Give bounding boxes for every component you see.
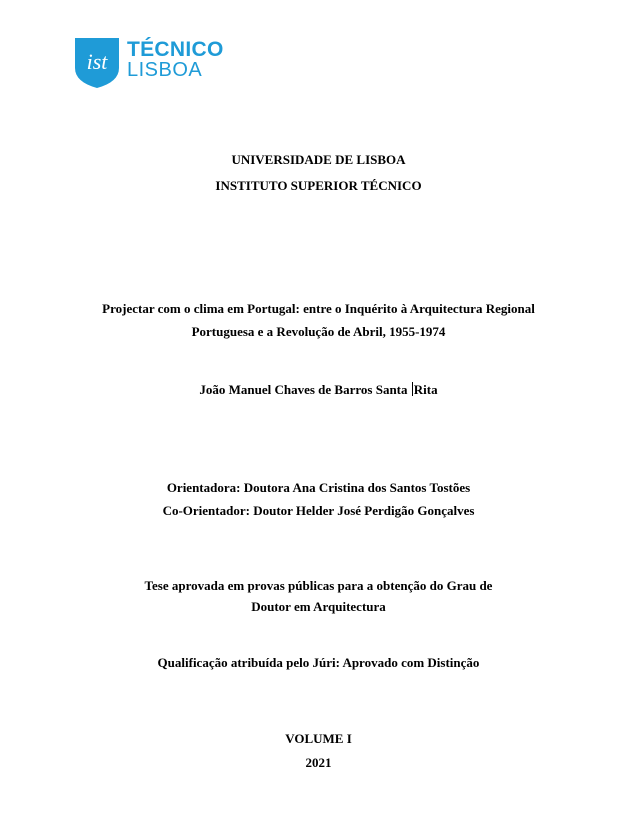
supervisor-line: Orientadora: Doutora Ana Cristina dos Santos Tostões <box>166 480 471 495</box>
thesis-statement-line-1: Tese aprovada em provas públicas para a obtenção do Grau de <box>144 578 493 593</box>
university-name: UNIVERSIDADE DE LISBOA <box>231 152 406 167</box>
author-name-first: João Manuel Chaves de Barros Santa <box>199 382 408 397</box>
logo-line-lisboa: LISBOA <box>127 59 203 81</box>
co-supervisor-line: Co-Orientador: Doutor Helder José Perdigão Gonçalves <box>162 503 475 518</box>
qualification-line: Qualificação atribuída pelo Júri: Aprovado com Distinção <box>157 655 480 670</box>
volume-label: VOLUME I <box>285 731 352 746</box>
thesis-title-line-1: Projectar com o clima em Portugal: entre o Inquérito à Arquitectura Regional <box>102 301 535 316</box>
thesis-statement-line-2: Doutor em Arquitectura <box>251 599 386 614</box>
logo-wordmark <box>127 39 224 80</box>
tecnico-lisboa-logo <box>75 38 224 90</box>
thesis-title-line-2: Portuguesa e a Revolução de Abril, 1955-1974 <box>191 324 446 339</box>
logo-line-tecnico: TÉCNICO <box>127 38 224 61</box>
author-name-last: Rita <box>413 382 438 397</box>
svg-text:ist: ist <box>86 49 108 74</box>
ist-shield-icon <box>75 38 119 88</box>
text-cursor <box>412 382 413 396</box>
author-name <box>0 382 637 398</box>
year-label: 2021 <box>305 755 332 770</box>
institute-name: INSTITUTO SUPERIOR TÉCNICO <box>215 178 422 193</box>
